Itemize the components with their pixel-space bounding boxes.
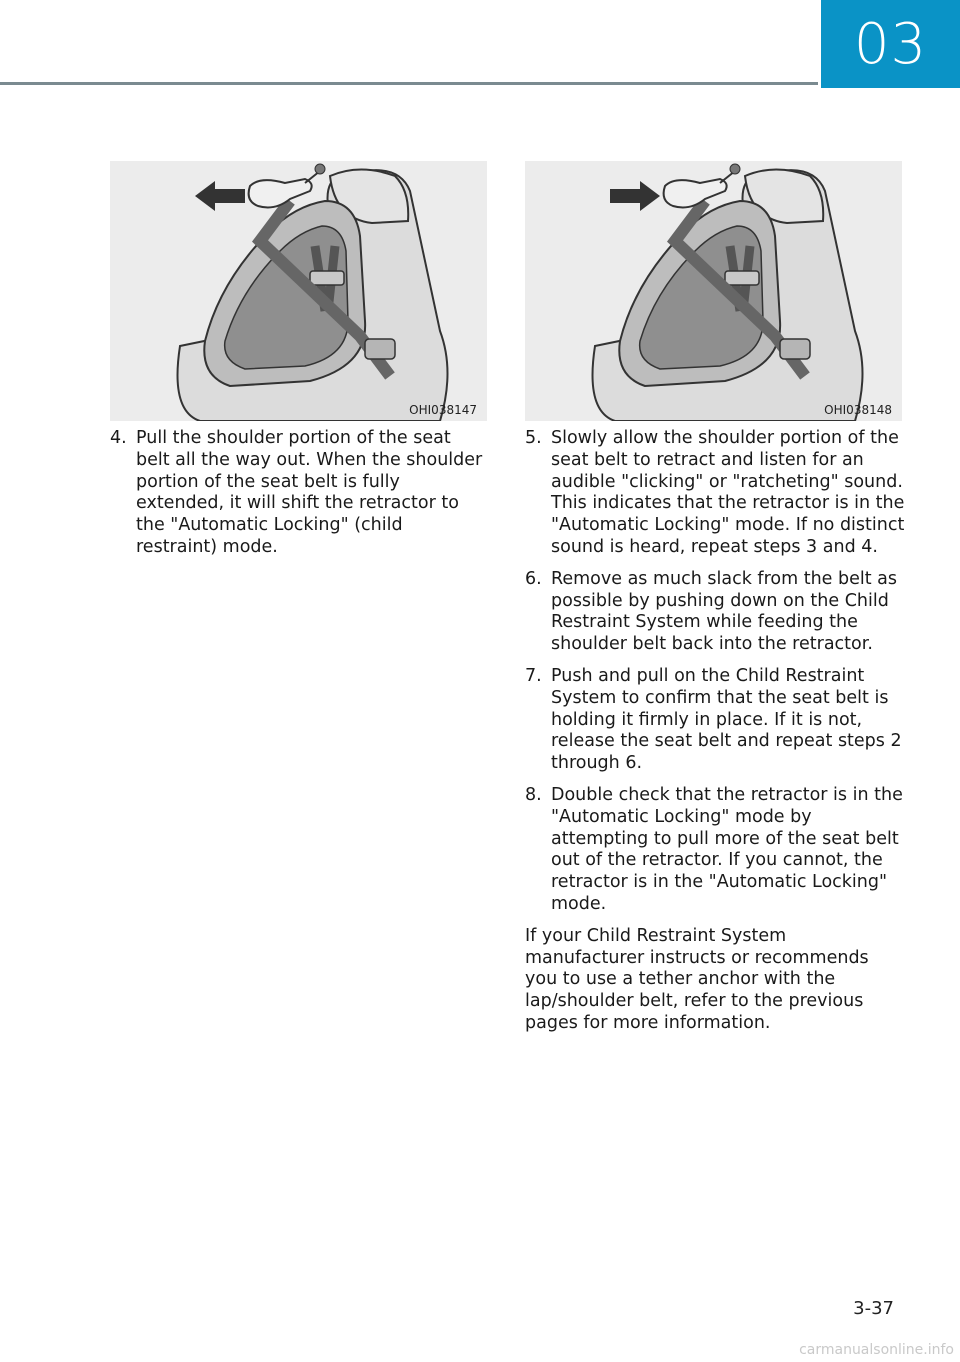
figure-retract-belt [525, 161, 902, 421]
arrow-left-icon [195, 181, 245, 211]
closing-paragraph: If your Child Restraint System manufacturer instructs or recommends you to use a tether anchor with the lap/shoulder belt, refer to the previous pages for more information. [525, 925, 869, 1033]
right-column [525, 428, 905, 1035]
figure-code: OHI038148 [824, 403, 892, 417]
step-number: 7. [525, 665, 542, 686]
step-text: Double check that the retractor is in the "Automatic Locking" mode by attempting to pull more of the seat belt out of the retractor. If you cannot, the retractor is in the "Automatic Locking" mode. [551, 784, 903, 914]
arrow-right-icon [610, 181, 660, 211]
step-6 [525, 569, 905, 656]
figure-code: OHI038147 [409, 403, 477, 417]
step-text: Slowly allow the shoulder portion of the seat belt to retract and listen for an audible "clicking" or "ratcheting" sound. This indicates that the retractor is in the "Automatic Locking" mode. If no distinct sound is heard, repeat steps 3 and 4. [551, 428, 905, 557]
step-text: Push and pull on the Child Restraint System to confirm that the seat belt is holding it firmly in place. If it is not, release the seat belt and repeat steps 2 through 6. [551, 665, 902, 774]
watermark: carmanualsonline.info [799, 1342, 954, 1358]
step-4 [110, 428, 485, 559]
page-number: 3-37 [853, 1298, 894, 1319]
step-number: 4. [110, 428, 127, 448]
step-7 [525, 666, 905, 775]
child-seat-illustration-2 [525, 161, 902, 421]
child-seat-illustration-1 [110, 161, 487, 421]
step-number: 5. [525, 428, 542, 448]
step-number: 8. [525, 784, 542, 805]
step-8 [525, 785, 905, 916]
step-text: Pull the shoulder portion of the seat belt all the way out. When the shoulder portion of the seat belt is fully extended, it will shift the retractor to the "Automatic Locking" (child restraint) mode. [136, 428, 483, 557]
step-text: Remove as much slack from the belt as possible by pushing down on the Child Restraint System while feeding the shoulder belt back into the retractor. [551, 568, 897, 655]
left-column [110, 428, 485, 569]
step-number: 6. [525, 568, 542, 589]
chapter-tab: 03 [821, 0, 960, 88]
figure-pull-belt-out [110, 161, 487, 421]
header-rule [0, 82, 818, 85]
step-5 [525, 428, 905, 559]
